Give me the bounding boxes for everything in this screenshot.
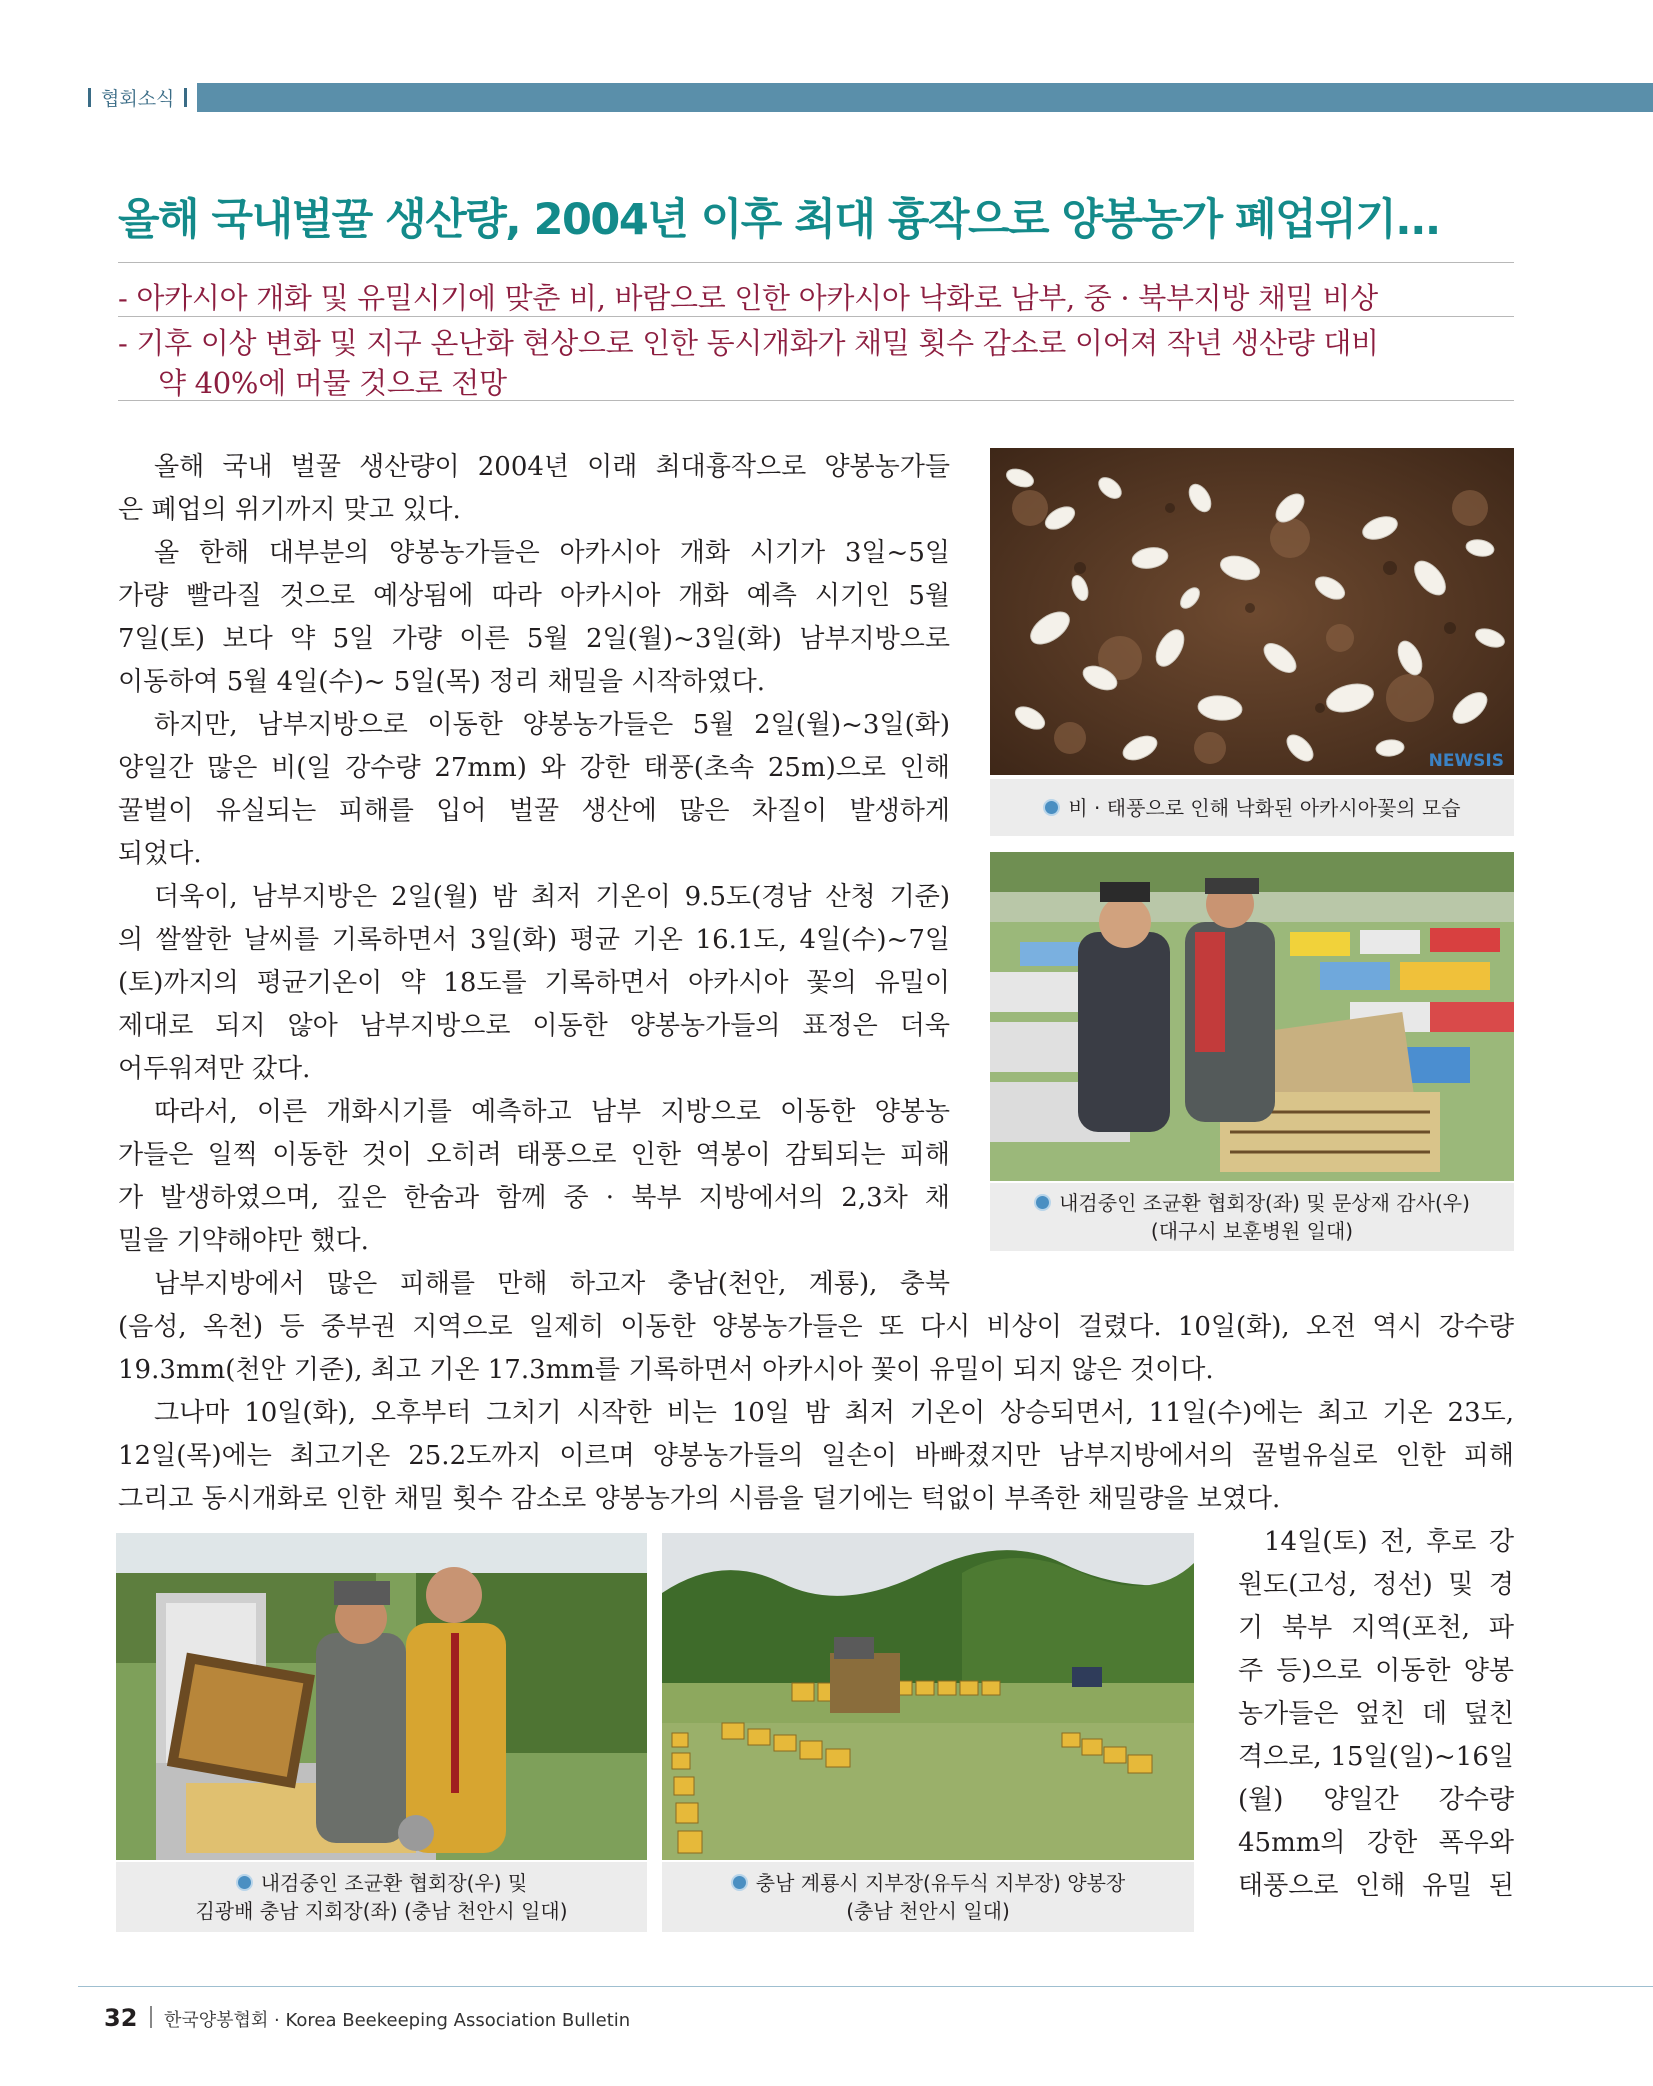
body-line: (월) 양일간 강수량 [1238,1785,1514,1815]
body-line: 이동하여 5월 4일(수)~ 5일(목) 정리 채밀을 시작하였다. [118,667,766,697]
body-line: 올 한해 대부분의 양봉농가들은 아카시아 개화 시기가 3일~5일 [154,538,950,568]
divider [118,400,1514,401]
body-line: 의 쌀쌀한 날씨를 기록하면서 3일(화) 평균 기온 16.1도, 4일(수)~7일 [118,925,950,955]
body-line: 7일(토) 보다 약 5일 가량 이른 5월 2일(월)~3일(화) 남부지방으로 [118,624,950,654]
photo-caption [662,1862,1194,1932]
photo-caption [116,1862,647,1932]
body-line: 태풍으로 인해 유밀 된 [1238,1871,1514,1901]
body-line: (토)까지의 평균기온이 약 18도를 기록하면서 아카시아 꽃의 유밀이 [118,968,950,998]
body-line: 양일간 많은 비(일 강수량 27mm) 와 강한 태풍(초속 25m)으로 인해 [118,753,950,783]
body-line: 어두워져만 갔다. [118,1054,311,1084]
caption-text: (충남 천안시 일대) [846,1899,1010,1923]
caption-text: 김광배 충남 지회장(좌) (충남 천안시 일대) [195,1899,568,1923]
divider [118,316,1514,317]
body-line: 가 발생하였으며, 깊은 한숨과 함께 중 · 북부 지방에서의 2,3차 채 [118,1183,950,1213]
body-line: 그나마 10일(화), 오후부터 그치기 시작한 비는 10일 밤 최저 기온이 상승되면서, 11일(수)에는 최고 기온 23도, [154,1398,1514,1428]
body-line: 남부지방에서 많은 피해를 만해 하고자 충남(천안, 계룡), 충북 [154,1269,950,1299]
caption-text: 비 · 태풍으로 인해 낙화된 아카시아꽃의 모습 [1068,795,1461,820]
photo-caption [990,1183,1514,1251]
photo-hive-inspection-image [990,852,1514,1181]
body-line: 가량 빨라질 것으로 예상됨에 따라 아카시아 개화 예측 시기인 5월 [118,581,950,611]
body-line: 12일(목)에는 최고기온 25.2도까지 이르며 양봉농가들의 일손이 바빠졌지만 남부지방에서의 꿀벌유실로 인한 피해 [118,1441,1514,1471]
bullet-icon [236,1874,253,1891]
photo-apiary [662,1533,1194,1860]
caption-text: 충남 계룡시 지부장(유두식 지부장) 양봉장 [755,1871,1126,1895]
body-line: 원도(고성, 정선) 및 경 [1238,1570,1514,1600]
body-line: 14일(토) 전, 후로 강 [1264,1527,1514,1557]
photo-hive-inspection [990,852,1514,1181]
body-line: 더욱이, 남부지방은 2일(월) 밤 최저 기온이 9.5도(경남 산청 기준) [154,882,950,912]
divider [184,88,187,107]
bullet-icon [1034,1194,1051,1211]
body-line: 꿀벌이 유실되는 피해를 입어 벌꿀 생산에 많은 차질이 발생하게 [118,796,950,826]
body-line: 농가들은 엎친 데 덮친 [1238,1699,1514,1729]
caption-text: (대구시 보훈병원 일대) [1150,1219,1354,1243]
body-line: 은 폐업의 위기까지 맞고 있다. [118,495,461,525]
body-line: 가들은 일찍 이동한 것이 오히려 태풍으로 인한 역봉이 감퇴되는 피해 [118,1140,950,1170]
divider [150,2006,152,2028]
body-line: 따라서, 이른 개화시기를 예측하고 남부 지방으로 이동한 양봉농 [154,1097,950,1127]
photo-fallen-acacia-image [990,448,1514,775]
article-title: 올해 국내벌꿀 생산량, 2004년 이후 최대 흉작으로 양봉농가 폐업위기... [118,195,1440,245]
body-line: 19.3mm(천안 기준), 최고 기온 17.3mm를 기록하면서 아카시아 꽃이 유밀이 되지 않은 것이다. [118,1355,1214,1385]
body-line: (음성, 옥천) 등 중부권 지역으로 일제히 이동한 양봉농가들은 또 다시 비상이 걸렸다. 10일(화), 오전 역시 강수량 [118,1312,1514,1342]
subtitle-2: - 기후 이상 변화 및 지구 온난화 현상으로 인한 동시개화가 채밀 횟수 감소로 이어져 작년 생산량 대비 [118,326,1379,360]
body-line: 되었다. [118,839,202,869]
header-bar [78,83,1653,112]
subtitle-3: 약 40%에 머물 것으로 전망 [158,366,507,400]
body-line: 기 북부 지역(포천, 파 [1238,1613,1514,1643]
caption-text: 내검중인 조균환 협회장(우) 및 [260,1871,528,1895]
body-line: 제대로 되지 않아 남부지방으로 이동한 양봉농가들의 표정은 더욱 [118,1011,950,1041]
body-line: 하지만, 남부지방으로 이동한 양봉농가들은 5월 2일(월)~3일(화) [154,710,950,740]
photo-frame-inspection [116,1533,647,1860]
section-name: 협회소식 [101,88,175,110]
body-line: 그리고 동시개화로 인한 채밀 횟수 감소로 양봉농가의 시름을 덜기에는 턱없이 부족한 채밀량을 보였다. [118,1484,1281,1514]
photo-apiary-image [662,1533,1194,1860]
divider [88,88,91,107]
photo-fallen-acacia [990,448,1514,775]
body-line: 올해 국내 벌꿀 생산량이 2004년 이래 최대흉작으로 양봉농가들 [154,452,950,482]
watermark: NEWSIS [1428,751,1504,771]
photo-frame-inspection-image [116,1533,647,1860]
body-line: 밀을 기약해야만 했다. [118,1226,369,1256]
footer-divider [78,1986,1653,1987]
photo-caption [990,779,1514,836]
body-line: 격으로, 15일(일)~16일 [1238,1742,1514,1772]
publication-name: 한국양봉협회 · Korea Beekeeping Association Bulletin [164,2010,631,2031]
body-line: 주 등)으로 이동한 양봉 [1238,1656,1514,1686]
caption-text: 내검중인 조균환 협회장(좌) 및 문상재 감사(우) [1059,1191,1470,1215]
body-line: 45mm의 강한 폭우와 [1238,1828,1514,1858]
bullet-icon [1043,799,1060,816]
section-label [78,83,197,112]
subtitle-1: - 아카시아 개화 및 유밀시기에 맞춘 비, 바람으로 인한 아카시아 낙화로 남부, 중 · 북부지방 채밀 비상 [118,281,1378,315]
divider [118,262,1514,263]
page-number: 32 [104,2004,138,2032]
bullet-icon [731,1874,748,1891]
